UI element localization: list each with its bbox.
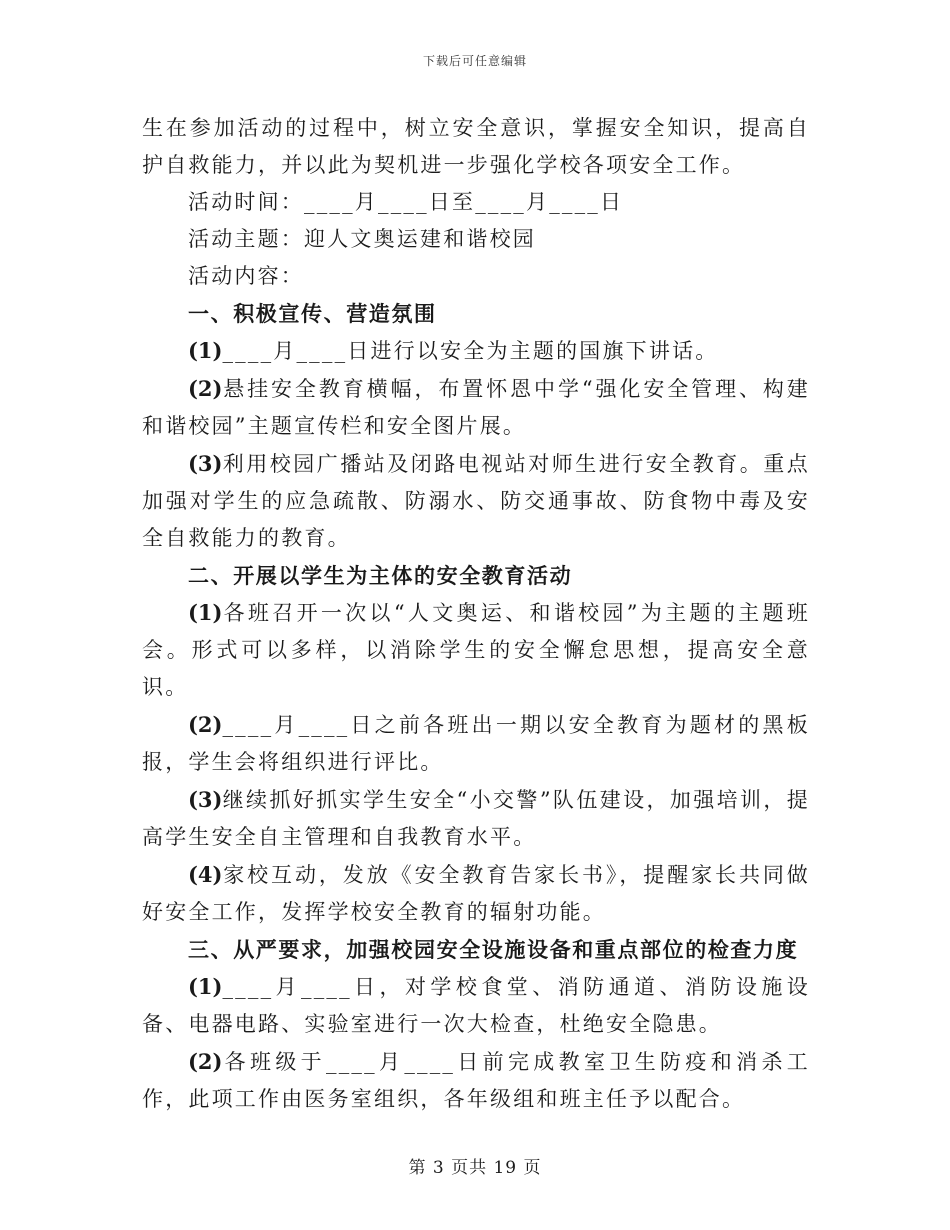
page-number: 第 3 页共 19 页 [408,1158,542,1178]
item-text: 悬挂安全教育横幅，布置怀恩中学“强化安全管理、构建和谐校园”主题宣传栏和安全图片展。 [142,377,810,438]
activity-theme: 活动主题：迎人文奥运建和谐校园 [188,227,536,251]
item-number: (2) [188,376,223,401]
document-body [142,110,810,1118]
item-number: (3) [188,787,223,812]
list-item [142,856,810,931]
item-number: (1) [188,974,223,999]
item-number: (2) [188,1049,223,1074]
activity-content-label: 活动内容： [188,264,304,288]
page-header: 下载后可任意编辑 [422,54,527,68]
item-text: ____月____日，对学校食堂、消防通道、消防设施设备、电器电路、实验室进行一次大检查，杜绝安全隐患。 [142,975,810,1036]
list-item [142,1043,810,1118]
list-item [142,370,810,445]
list-item [142,332,810,370]
list-item [142,445,810,557]
item-number: (4) [188,862,223,887]
item-number: (3) [188,451,223,476]
item-text: 各班召开一次以“人文奥运、和谐校园”为主题的主题班会。形式可以多样，以消除学生的安全懈怠思想，提高安全意识。 [142,601,810,699]
list-item [142,594,810,706]
item-text: 继续抓好抓实学生安全“小交警”队伍建设，加强培训，提高学生安全自主管理和自我教育水平。 [142,788,810,849]
activity-time: 活动时间：____月____日至____月____日 [188,190,624,214]
list-item [142,968,810,1043]
item-text: ____月____日之前各班出一期以安全教育为题材的黑板报，学生会将组织进行评比。 [142,713,810,774]
item-number: (2) [188,712,223,737]
item-text: 利用校园广播站及闭路电视站对师生进行安全教育。重点加强对学生的应急疏散、防溺水、防交通事故、防食物中毒及安全自救能力的教育。 [142,452,810,550]
section-heading-3: 三、从严要求，加强校园安全设施设备和重点部位的检查力度 [188,937,799,962]
item-text: 家校互动，发放《安全教育告家长书》，提醒家长共同做好安全工作，发挥学校安全教育的辐射功能。 [142,863,810,924]
item-text: 各班级于____月____日前完成教室卫生防疫和消杀工作，此项工作由医务室组织，各年级组和班主任予以配合。 [142,1050,810,1111]
paragraph-intro: 生在参加活动的过程中，树立安全意识，掌握安全知识，提高自护自救能力，并以此为契机进一步强化学校各项安全工作。 [142,116,810,177]
section-heading-2: 二、开展以学生为主体的安全教育活动 [188,563,573,588]
section-heading-1: 一、积极宣传、营造氛围 [188,301,437,326]
item-number: (1) [188,338,223,363]
item-text: ____月____日进行以安全为主题的国旗下讲话。 [222,339,719,363]
list-item [142,781,810,856]
list-item [142,706,810,781]
item-number: (1) [188,600,223,625]
